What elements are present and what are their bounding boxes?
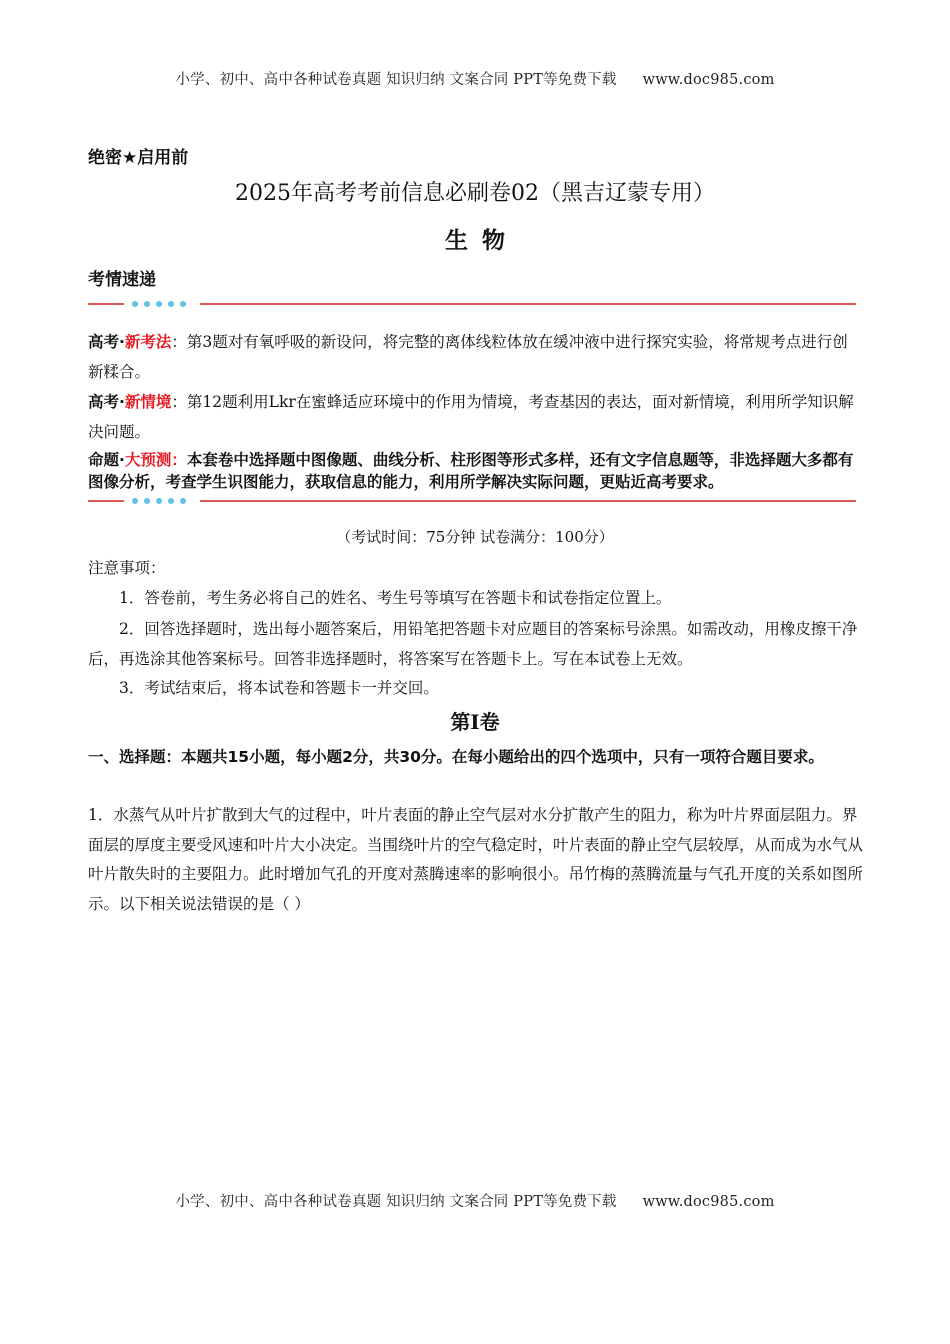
note-item: 1．答卷前，考生务必将自己的姓名、考生号等填写在答题卡和试卷指定位置上。	[119, 589, 672, 607]
note-item: 3．考试结束后，将本试卷和答题卡一并交回。	[119, 679, 439, 697]
highlight-text: 本套卷中选择题中图像题、曲线分析、柱形图等形式多样，还有文字信息题等，非选择题大多都有图像分析，考查学生识图能力，获取信息的能力，利用所学解决实际问题，更贴近高考要求。	[88, 451, 854, 491]
highlight-text: 第12题利用Lkr在蜜蜂适应环境中的作用为情境，考查基因的表达，面对新情境，利用所学知识解决问题。	[88, 393, 854, 441]
highlight-colon: ：	[171, 393, 187, 411]
divider-line-left	[88, 500, 124, 502]
question-1: 1．水蒸气从叶片扩散到大气的过程中，叶片表面的静止空气层对水分扩散产生的阻力，称为叶片界面层阻力。界面层的厚度主要受风速和叶片大小决定。当围绕叶片的空气稳定时，叶片表面的静止空气层较厚，从而成为水气从叶片散失时的主要阻力。此时增加气孔的开度对蒸腾速率的影响很小。吊竹梅的蒸腾流量与气孔开度的关系如图所示。以下相关说法错误的是（ ）	[88, 806, 864, 913]
header-text: 小学、初中、高中各种试卷真题 知识归纳 文案合同 PPT等免费下载	[175, 72, 617, 88]
note-item: 2．回答选择题时，选出每小题答案后，用铅笔把答题卡对应题目的答案标号涂黑。如需改动，用橡皮擦干净后，再选涂其他答案标号。回答非选择题时，将答案写在答题卡上。写在本试卷上无效。	[88, 620, 858, 668]
secret-label: 绝密★启用前	[88, 148, 189, 168]
highlight-prefix: 高考·	[88, 393, 125, 411]
volume-title: 第Ⅰ卷	[450, 710, 500, 734]
exam-info: （考试时间：75分钟 试卷满分：100分）	[336, 528, 614, 546]
divider-line-right	[200, 500, 856, 502]
highlight-prefix: 高考·	[88, 333, 125, 351]
highlight-tag: 大预测	[124, 451, 172, 469]
decorative-divider-top	[88, 299, 856, 309]
divider-line-left	[88, 303, 124, 305]
footer-site: www.doc985.com	[642, 1194, 775, 1210]
divider-dots	[132, 496, 186, 506]
highlight-tag: 新考法	[124, 333, 172, 351]
highlight-tag: 新情境	[124, 393, 172, 411]
decorative-divider-bottom	[88, 496, 856, 506]
highlight-prefix: 命题·	[88, 451, 125, 469]
highlight-colon: ：	[171, 333, 187, 351]
header-site: www.doc985.com	[642, 72, 775, 88]
page-header	[0, 68, 950, 89]
section1-title: 一、选择题：本题共15小题，每小题2分，共30分。在每小题给出的四个选项中，只有一项符合题目要求。	[88, 748, 824, 766]
highlight-new-context	[88, 387, 863, 447]
highlight-new-method	[88, 327, 863, 387]
footer-text: 小学、初中、高中各种试卷真题 知识归纳 文案合同 PPT等免费下载	[175, 1194, 617, 1210]
subject-title: 生物	[445, 227, 519, 254]
notes-title: 注意事项：	[88, 559, 166, 577]
divider-line-right	[200, 303, 856, 305]
highlight-prediction	[88, 449, 863, 493]
highlight-colon: ：	[171, 451, 187, 469]
divider-dots	[132, 299, 186, 309]
exam-title: 2025年高考考前信息必刷卷02（黑吉辽蒙专用）	[235, 181, 715, 206]
section-kqsd-title: 考情速递	[88, 270, 156, 290]
highlight-text: 第3题对有氧呼吸的新设问，将完整的离体线粒体放在缓冲液中进行探究实验，将常规考点进行创新糅合。	[88, 333, 848, 381]
page-footer	[0, 1190, 950, 1211]
